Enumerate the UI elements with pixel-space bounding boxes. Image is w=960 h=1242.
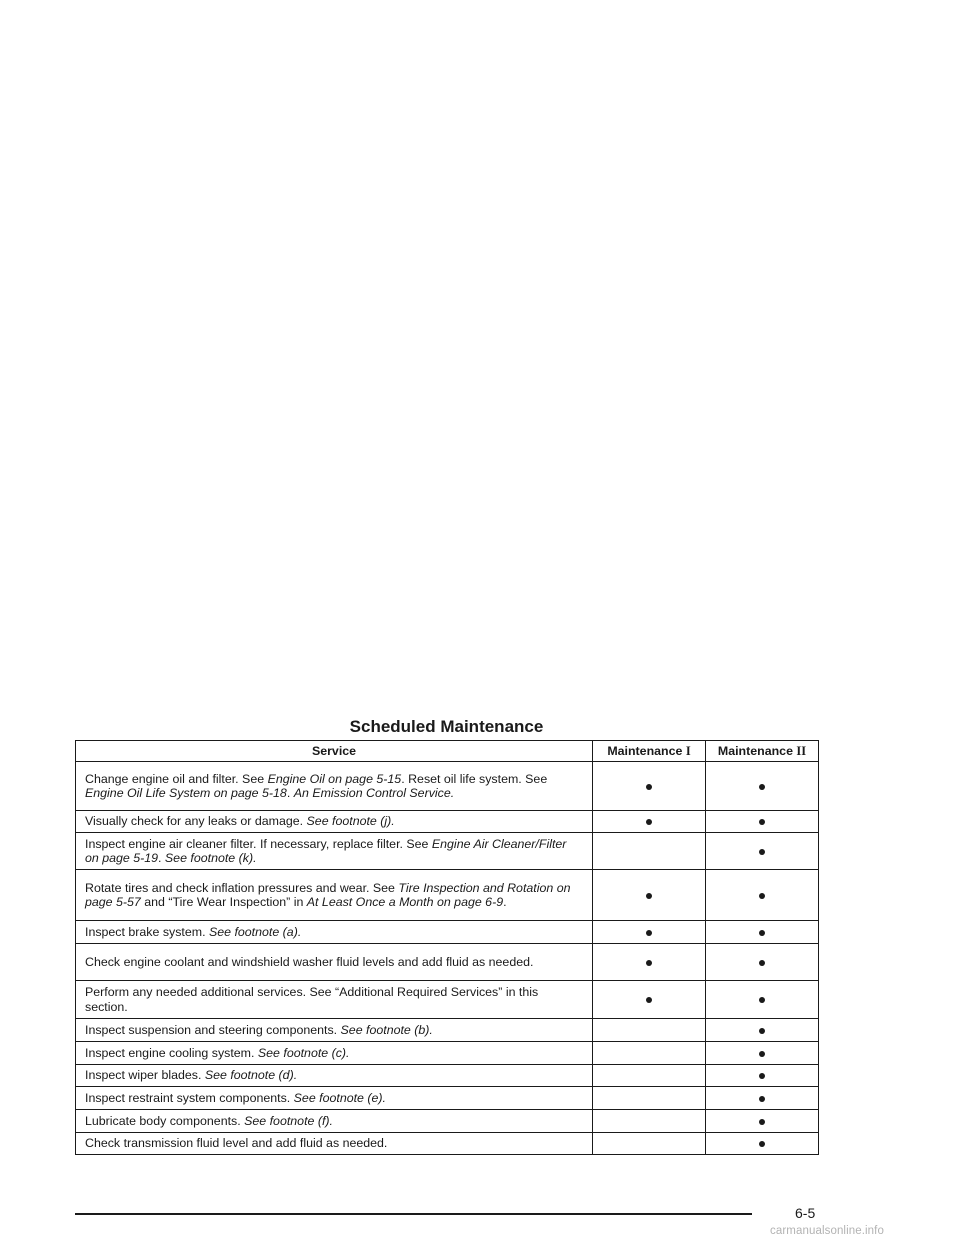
service-cell xyxy=(76,944,593,981)
bullet-icon xyxy=(646,784,652,790)
maintenance-2-cell xyxy=(706,811,819,833)
service-text: and “Tire Wear Inspection” in xyxy=(140,895,307,909)
bullet-icon xyxy=(759,893,765,899)
maintenance-1-cell xyxy=(593,1087,706,1110)
bullet-icon xyxy=(759,819,765,825)
maintenance-2-cell xyxy=(706,921,819,944)
service-cell xyxy=(76,870,593,921)
maintenance-2-cell xyxy=(706,1042,819,1065)
maintenance-1-cell xyxy=(593,1042,706,1065)
table-row xyxy=(76,1110,819,1133)
service-reference: An Emission Control Service. xyxy=(293,786,455,800)
service-reference: Engine Air Cleaner/Filter on page 5-19 xyxy=(85,836,567,865)
table-row xyxy=(76,1042,819,1065)
service-cell xyxy=(76,833,593,870)
header-maintenance-1-numeral: I xyxy=(685,743,691,758)
table-row xyxy=(76,1019,819,1042)
service-text: . xyxy=(286,786,294,800)
service-text: Check transmission fluid level and add fluid as needed. xyxy=(85,1136,388,1151)
bullet-icon xyxy=(759,849,765,855)
table-row xyxy=(76,1065,819,1087)
maintenance-1-cell xyxy=(593,833,706,870)
table-body xyxy=(76,762,819,1155)
bullet-icon xyxy=(759,960,765,966)
maintenance-1-cell xyxy=(593,1110,706,1133)
page-number: 6-5 xyxy=(795,1205,816,1221)
service-cell xyxy=(76,1110,593,1133)
service-text: . xyxy=(503,895,507,909)
maintenance-1-cell xyxy=(593,981,706,1019)
header-service: Service xyxy=(76,741,593,762)
table-row xyxy=(76,944,819,981)
bullet-icon xyxy=(759,930,765,936)
service-reference: See footnote (f). xyxy=(244,1113,333,1128)
maintenance-1-cell xyxy=(593,921,706,944)
bullet-icon xyxy=(646,960,652,966)
maintenance-2-cell xyxy=(706,1133,819,1155)
service-text: Perform any needed additional services. See “Additional Required Services” in this section. xyxy=(85,985,539,1014)
maintenance-2-cell xyxy=(706,1065,819,1087)
bullet-icon xyxy=(646,893,652,899)
bullet-icon xyxy=(646,997,652,1003)
bullet-icon xyxy=(759,1073,765,1079)
maintenance-2-cell xyxy=(706,944,819,981)
maintenance-table xyxy=(75,740,819,1155)
service-text: Check engine coolant and windshield washer fluid levels and add fluid as needed. xyxy=(85,954,534,969)
service-reference: Engine Oil Life System on page 5-18 xyxy=(85,786,287,800)
table-row xyxy=(76,1087,819,1110)
maintenance-2-cell xyxy=(706,762,819,811)
service-reference: See footnote (d). xyxy=(204,1068,298,1083)
table-row xyxy=(76,921,819,944)
service-cell xyxy=(76,921,593,944)
header-maintenance-2 xyxy=(706,741,819,762)
bullet-icon xyxy=(646,819,652,825)
maintenance-1-cell xyxy=(593,1133,706,1155)
maintenance-1-cell xyxy=(593,811,706,833)
service-cell xyxy=(76,1065,593,1087)
table-row xyxy=(76,762,819,811)
service-cell xyxy=(76,762,593,811)
footer-rule xyxy=(75,1213,752,1215)
service-text: Rotate tires and check inflation pressures and wear. See xyxy=(85,880,399,895)
service-cell xyxy=(76,811,593,833)
service-reference: Tire Inspection and Rotation on page 5-57 xyxy=(85,880,571,909)
maintenance-1-cell xyxy=(593,870,706,921)
table-row xyxy=(76,1133,819,1155)
maintenance-1-cell xyxy=(593,1065,706,1087)
maintenance-2-cell xyxy=(706,1019,819,1042)
service-reference: See footnote (a). xyxy=(208,924,302,939)
header-maintenance-2-word: Maintenance xyxy=(717,743,793,758)
service-reference: At Least Once a Month on page 6-9 xyxy=(306,895,504,909)
bullet-icon xyxy=(759,1028,765,1034)
service-reference: See footnote (k). xyxy=(164,851,257,865)
maintenance-2-cell xyxy=(706,981,819,1019)
service-cell xyxy=(76,1087,593,1110)
watermark: carmanualsonline.info xyxy=(770,1225,884,1237)
service-reference: See footnote (e). xyxy=(293,1090,386,1105)
maintenance-2-cell xyxy=(706,833,819,870)
service-text: Lubricate body components. xyxy=(85,1113,245,1128)
bullet-icon xyxy=(646,930,652,936)
header-maintenance-1-word: Maintenance xyxy=(607,743,683,758)
service-reference: Engine Oil on page 5-15 xyxy=(267,771,402,786)
bullet-icon xyxy=(759,1119,765,1125)
service-text: Inspect wiper blades. xyxy=(85,1068,205,1083)
table-row xyxy=(76,981,819,1019)
bullet-icon xyxy=(759,1096,765,1102)
service-text: Inspect engine air cleaner filter. If necessary, replace filter. See xyxy=(85,836,432,851)
maintenance-1-cell xyxy=(593,944,706,981)
table-row xyxy=(76,870,819,921)
service-reference: See footnote (b). xyxy=(340,1022,433,1037)
service-text: Inspect restraint system components. xyxy=(85,1090,294,1105)
service-cell xyxy=(76,981,593,1019)
table-header-row xyxy=(76,741,819,762)
service-cell xyxy=(76,1042,593,1065)
service-cell xyxy=(76,1133,593,1155)
service-reference: See footnote (j). xyxy=(306,814,395,829)
maintenance-1-cell xyxy=(593,762,706,811)
header-maintenance-2-numeral: II xyxy=(796,743,807,758)
maintenance-2-cell xyxy=(706,1087,819,1110)
service-reference: See footnote (c). xyxy=(257,1045,350,1060)
service-cell xyxy=(76,1019,593,1042)
table-row xyxy=(76,811,819,833)
bullet-icon xyxy=(759,1141,765,1147)
maintenance-1-cell xyxy=(593,1019,706,1042)
service-text: Inspect suspension and steering components. xyxy=(85,1022,341,1037)
service-text: Visually check for any leaks or damage. xyxy=(85,814,307,829)
service-text: . xyxy=(158,851,165,865)
bullet-icon xyxy=(759,1051,765,1057)
bullet-icon xyxy=(759,997,765,1003)
service-text: . Reset oil life system. See xyxy=(401,771,548,786)
header-maintenance-1 xyxy=(593,741,706,762)
page-title: Scheduled Maintenance xyxy=(349,717,544,736)
service-text: Inspect engine cooling system. xyxy=(85,1045,258,1060)
bullet-icon xyxy=(759,784,765,790)
service-text: Change engine oil and filter. See xyxy=(85,771,268,786)
table-row xyxy=(76,833,819,870)
maintenance-2-cell xyxy=(706,1110,819,1133)
maintenance-2-cell xyxy=(706,870,819,921)
service-text: Inspect brake system. xyxy=(85,924,209,939)
